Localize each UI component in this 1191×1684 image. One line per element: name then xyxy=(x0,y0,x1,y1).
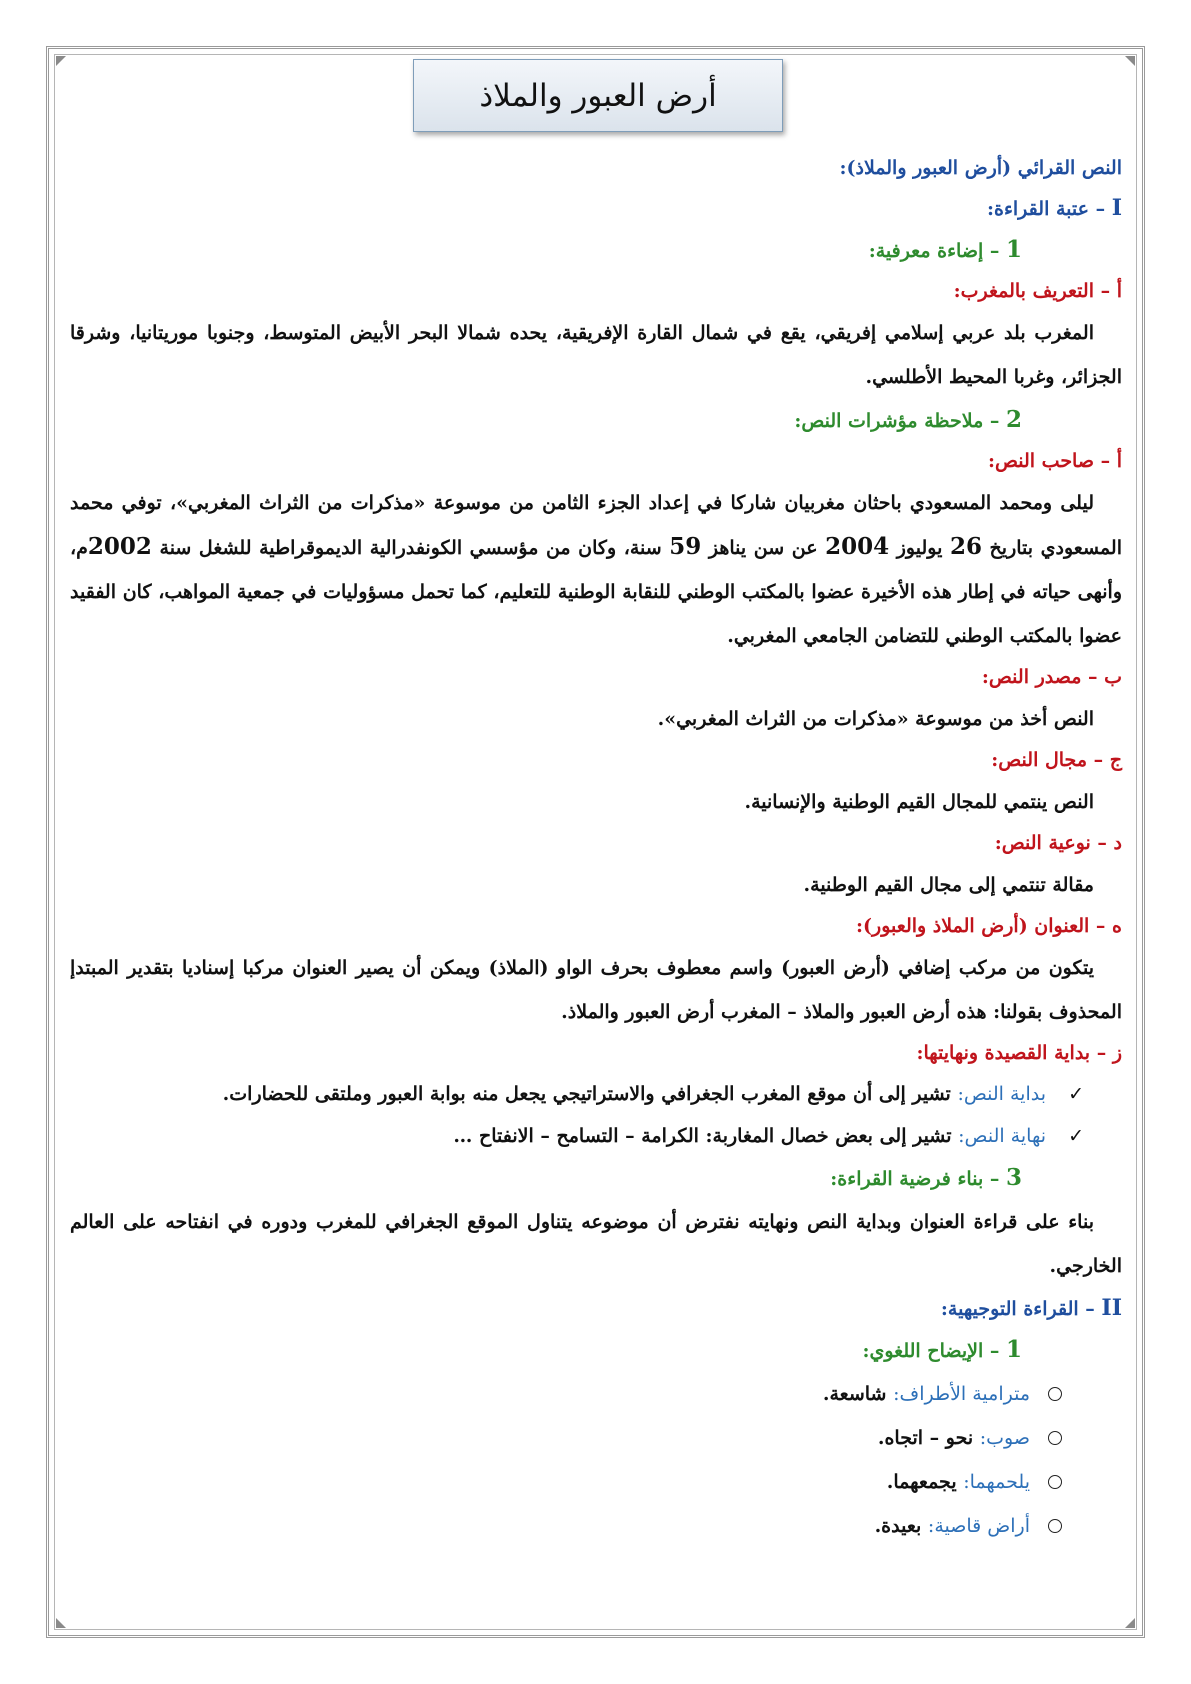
document-body xyxy=(70,148,1122,1548)
subsection-number: 2 xyxy=(1005,406,1022,433)
circle-bullet-icon xyxy=(1048,1519,1062,1533)
glossary-word: مترامية الأطراف: xyxy=(893,1383,1030,1405)
check-item-text xyxy=(453,1115,1046,1157)
paragraph-title-analysis: يتكون من مركب إضافي (أرض العبور) واسم معطوف بحرف الواو (الملاذ) ويمكن أن يصير العنوان مركبا إسناديا بتقدير المبتدإ المحذوف بقولنا: هذه أرض العبور والملاذ – المغرب أرض العبور والملاذ. xyxy=(70,957,1122,1023)
item-heading: ب – مصدر النص: xyxy=(981,666,1122,688)
subsection-heading xyxy=(70,1157,1022,1200)
subsection-heading xyxy=(70,1329,1022,1372)
paragraph-author xyxy=(70,481,1122,658)
glossary-item xyxy=(70,1504,1062,1548)
item-heading: د – نوعية النص: xyxy=(994,832,1122,854)
subsection-number: 1 xyxy=(1005,236,1022,263)
glossary-text xyxy=(823,1372,1030,1416)
item-heading: ز – بداية القصيدة ونهايتها: xyxy=(916,1042,1122,1064)
text-span: م، وأنهى حياته في إطار هذه الأخيرة عضوا بالمكتب الوطني للنقابة الوطنية للتعليم، كما تحمل مسؤوليات في جمعية المواهب، كان الفقيد عضوا بالمكتب الوطني للتضامن الجامعي المغربي. xyxy=(70,537,1122,647)
subsection-label: – الإيضاح اللغوي: xyxy=(862,1340,1000,1362)
glossary-word: أراض قاصية: xyxy=(927,1515,1030,1537)
paragraph-field: النص ينتمي للمجال القيم الوطنية والإنسانية. xyxy=(744,791,1094,813)
item-heading: ه – العنوان (أرض الملاذ والعبور): xyxy=(856,915,1122,937)
glossary-text xyxy=(878,1416,1030,1460)
glossary-item xyxy=(70,1416,1062,1460)
glossary-word: يلحمهما: xyxy=(963,1471,1030,1493)
section-heading-1 xyxy=(70,188,1122,229)
check-item-label: نهاية النص: xyxy=(958,1125,1046,1147)
check-item xyxy=(70,1073,1084,1115)
document-title: أرض العبور والملاذ xyxy=(479,77,717,114)
subsection-number: 3 xyxy=(1005,1164,1022,1191)
glossary-item xyxy=(70,1372,1062,1416)
glossary-meaning: بعيدة. xyxy=(874,1515,928,1537)
corner-ornament xyxy=(56,56,66,66)
paragraph-morocco: المغرب بلد عربي إسلامي إفريقي، يقع في شمال القارة الإفريقية، يحده شمالا البحر الأبيض المتوسط، وجنوبا موريتانيا، وشرقا الجزائر، وغربا المحيط الأطلسي. xyxy=(70,322,1122,388)
number-span: 2004 xyxy=(825,533,890,560)
check-item-body: تشير إلى بعض خصال المغاربة: الكرامة – التسامح – الانفتاح … xyxy=(453,1125,959,1147)
paragraph-type: مقالة تنتمي إلى مجال القيم الوطنية. xyxy=(803,874,1094,896)
check-item-body: تشير إلى أن موقع المغرب الجغرافي والاستراتيجي يجعل منه بوابة العبور وملتقى للحضارات. xyxy=(222,1083,958,1105)
corner-ornament xyxy=(1125,56,1135,66)
section-heading-2 xyxy=(70,1288,1122,1329)
subsection-number: 1 xyxy=(1005,1336,1022,1363)
subsection-heading xyxy=(70,229,1022,272)
check-icon: ✓ xyxy=(1068,1083,1084,1105)
section-label: – القراءة التوجيهية: xyxy=(940,1298,1095,1320)
glossary-meaning: نحو – اتجاه. xyxy=(877,1427,980,1449)
section-roman: I xyxy=(1111,195,1122,221)
text-span: سنة، وكان من مؤسسي الكونفدرالية الديموقراطية للشغل سنة xyxy=(151,537,670,559)
text-span: يوليوز xyxy=(889,537,950,559)
check-item-label: بداية النص: xyxy=(957,1083,1046,1105)
subsection-label: – بناء فرضية القراءة: xyxy=(830,1168,1000,1190)
number-span: 2002 xyxy=(87,533,152,560)
check-icon: ✓ xyxy=(1068,1125,1084,1147)
item-heading: أ – التعريف بالمغرب: xyxy=(953,280,1122,302)
number-span: 59 xyxy=(669,533,702,560)
corner-ornament xyxy=(56,1618,66,1628)
subsection-heading xyxy=(70,399,1022,442)
text-span: عن سن يناهز xyxy=(701,537,826,559)
paragraph-hypothesis: بناء على قراءة العنوان وبداية النص ونهايته نفترض أن موضوعه يتناول الموقع الجغرافي للمغرب ودوره في انفتاحه على العالم الخارجي. xyxy=(70,1211,1122,1277)
section-label: – عتبة القراءة: xyxy=(987,198,1106,220)
item-heading: أ – صاحب النص: xyxy=(987,450,1122,472)
glossary-word: صوب: xyxy=(979,1427,1030,1449)
paragraph-source: النص أخذ من موسوعة «مذكرات من الثراث المغربي». xyxy=(657,708,1094,730)
item-heading: ج – مجال النص: xyxy=(991,749,1122,771)
document-title-box xyxy=(413,59,783,132)
glossary-item xyxy=(70,1460,1062,1504)
check-item-text xyxy=(223,1073,1046,1115)
circle-bullet-icon xyxy=(1048,1475,1062,1489)
section-roman: II xyxy=(1101,1295,1122,1321)
check-item xyxy=(70,1115,1084,1157)
glossary-meaning: يجمعهما. xyxy=(886,1471,964,1493)
subsection-label: – إضاءة معرفية: xyxy=(868,240,1000,262)
glossary-meaning: شاسعة. xyxy=(822,1383,894,1405)
circle-bullet-icon xyxy=(1048,1431,1062,1445)
main-heading: النص القرائي (أرض العبور والملاذ): xyxy=(839,157,1122,179)
glossary-text xyxy=(875,1504,1030,1548)
text-span: ليلى ومحمد المسعودي باحثان مغربيان شاركا في إعداد الجزء الثامن من موسوعة «مذكرات من الثراث المغربي»، توفي محمد المسعودي بتاريخ xyxy=(70,492,1122,559)
subsection-label: – ملاحظة مؤشرات النص: xyxy=(794,410,1000,432)
number-span: 26 xyxy=(949,533,982,560)
corner-ornament xyxy=(1125,1618,1135,1628)
circle-bullet-icon xyxy=(1048,1387,1062,1401)
glossary-text xyxy=(887,1460,1030,1504)
